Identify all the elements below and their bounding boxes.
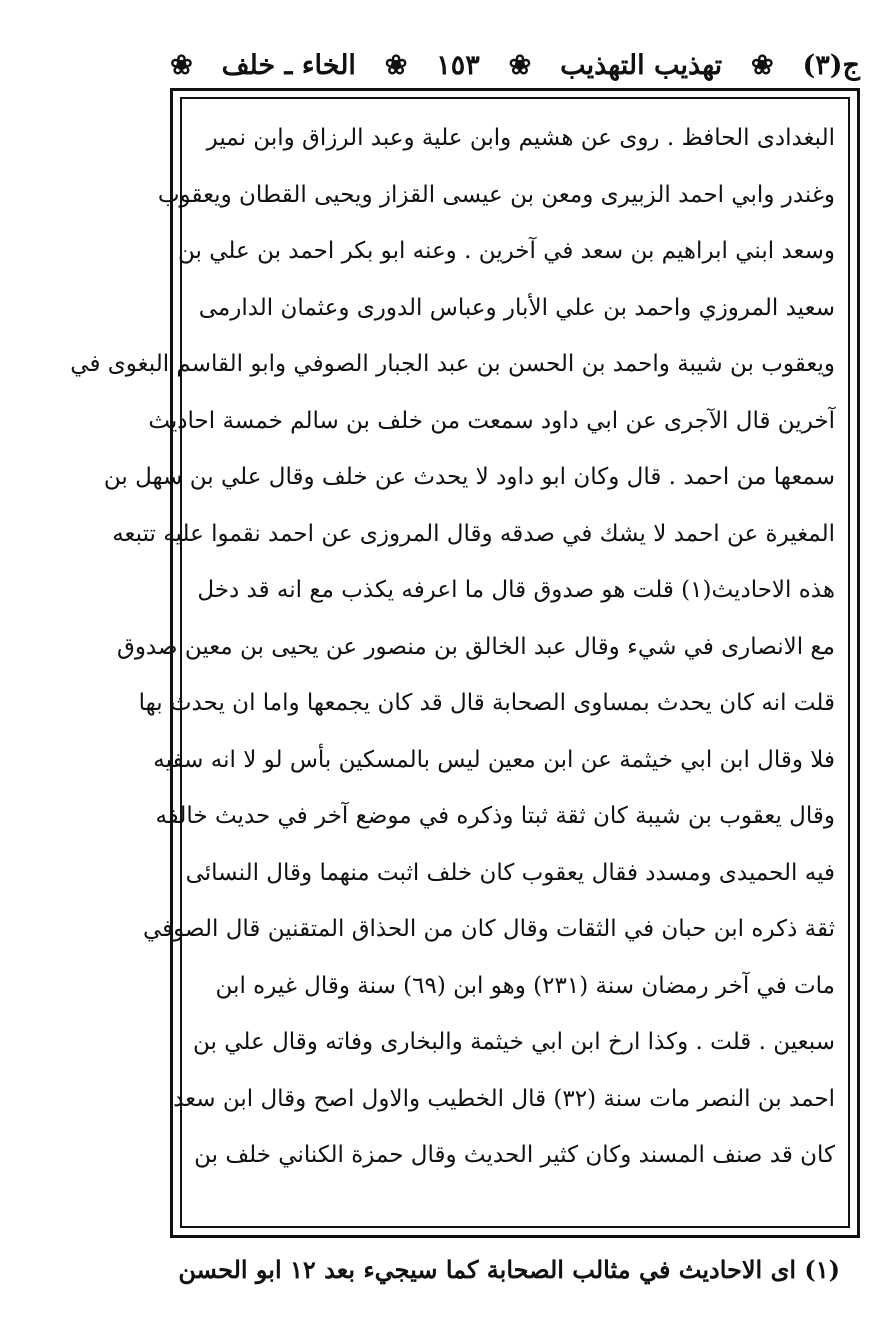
text-line: آخرين قال الآجرى عن ابي داود سمعت من خلف بن سالم خمسة احاديث	[148, 407, 835, 434]
header-ornament: ❀	[508, 49, 532, 81]
header-page-number: ١٥٣	[436, 49, 480, 81]
header-section: الخاء ـ خلف	[221, 49, 356, 81]
text-line: المغيرة عن احمد لا يشك في صدقه وقال المروزى عن احمد نقموا عليه تتبعه	[112, 520, 835, 547]
text-line: ويعقوب بن شيبة واحمد بن الحسن بن عبد الجبار الصوفي وابو القاسم البغوى في	[70, 351, 835, 377]
header-ornament: ❀	[384, 49, 408, 81]
header-book-title: تهذيب التهذيب	[560, 49, 723, 81]
text-line: فلا وقال ابن ابي خيثمة عن ابن معين ليس بالمسكين بأس لو لا انه سفيه	[153, 746, 835, 773]
text-line: البغدادى الحافظ . روى عن هشيم وابن علية وعبد الرزاق وابن نمير	[206, 125, 835, 151]
body-text	[70, 110, 835, 1184]
footnote: (١) اى الاحاديث في مثالب الصحابة كما سيجيء بعد ١٢ ابو الحسن	[178, 1255, 840, 1284]
text-line: ثقة ذكره ابن حبان في الثقات وقال كان من الحذاق المتقنين قال الصوفي	[143, 916, 835, 942]
header-ornament: ❀	[170, 49, 193, 81]
text-line: قلت انه كان يحدث بمساوى الصحابة قال قد كان يجمعها واما ان يحدث بها	[138, 690, 835, 716]
text-line: وغندر وابي احمد الزبيرى ومعن بن عيسى القزاز ويحيى القطان ويعقوب	[157, 181, 835, 208]
text-line: هذه الاحاديث(١) قلت هو صدوق قال ما اعرفه يكذب مع انه قد دخل	[197, 577, 835, 603]
text-line: مع الانصارى في شيء وقال عبد الخالق بن منصور عن يحيى بن معين صدوق	[116, 633, 835, 660]
header-ornament: ❀	[751, 49, 774, 81]
text-line: مات في آخر رمضان سنة (٢٣١) وهو ابن (٦٩) سنة وقال غيره ابن	[215, 972, 835, 999]
text-line: وسعد ابني ابراهيم بن سعد في آخرين . وعنه ابو بكر احمد بن علي بن	[178, 238, 835, 264]
text-line: سعيد المروزي واحمد بن علي الأبار وعباس الدورى وعثمان الدارمى	[198, 294, 835, 321]
text-line: كان قد صنف المسند وكان كثير الحديث وقال حمزة الكناني خلف بن	[194, 1142, 835, 1168]
text-line: وقال يعقوب بن شيبة كان ثقة ثبتا وذكره في موضع آخر في حديث خالفه	[155, 803, 835, 829]
header-volume: ج(٣)	[802, 49, 860, 81]
text-line: سمعها من احمد . قال وكان ابو داود لا يحدث عن خلف وقال علي بن سهل بن	[103, 464, 835, 490]
text-line: فيه الحميدى ومسدد فقال يعقوب كان خلف اثبت منهما وقال النسائى	[185, 859, 835, 886]
text-line: احمد بن النصر مات سنة (٣٢) قال الخطيب والاول اصح وقال ابن سعد	[173, 1085, 835, 1112]
running-header	[170, 40, 860, 90]
text-line: سبعين . قلت . وكذا ارخ ابن ابي خيثمة والبخارى وفاته وقال علي بن	[193, 1029, 835, 1055]
